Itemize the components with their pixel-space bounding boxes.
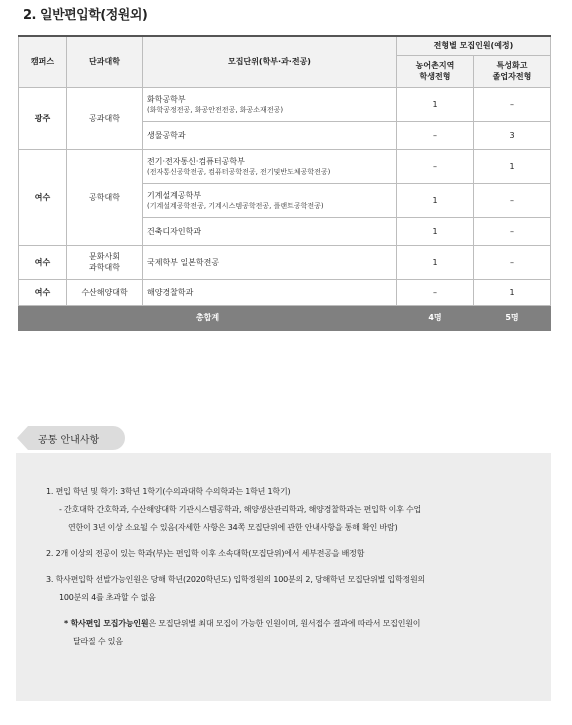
notice-tag: 공통 안내사항: [38, 435, 100, 446]
notice-item-1-sub-a: - 간호대학 간호학과, 수산해양대학 기관시스템공학과, 해양생산관리학과, 해양경찰학과는 편입학 이후 수업: [59, 505, 422, 514]
value-cell: –: [397, 279, 474, 305]
college-cell: 문화사회 과학대학: [67, 245, 143, 279]
notice-star: [46, 615, 541, 633]
unit-name: 국제학부 일본학전공: [143, 245, 397, 279]
value-cell: 1: [397, 217, 474, 245]
value-cell: 1: [397, 183, 474, 217]
campus-cell: 여수: [19, 245, 67, 279]
table-row: [19, 245, 551, 279]
total-value-2: 5명: [474, 305, 551, 330]
campus-cell: 여수: [19, 149, 67, 245]
header-campus: 캠퍼스: [19, 36, 67, 87]
college-cell: 공학대학: [67, 149, 143, 245]
value-cell: –: [474, 183, 551, 217]
value-cell: –: [397, 149, 474, 183]
notice-list: [46, 483, 541, 651]
unit-name: 전기·전자통신·컴퓨터공학부: [147, 156, 245, 166]
admission-table: [18, 35, 551, 331]
unit-name: 건축디자인학과: [143, 217, 397, 245]
value-cell: 1: [397, 245, 474, 279]
header-unit: 모집단위(학부·과·전공): [143, 36, 397, 87]
unit-name: 생물공학과: [143, 121, 397, 149]
value-cell: 1: [474, 279, 551, 305]
total-value-1: 4명: [397, 305, 474, 330]
unit-name: 화학공학부: [147, 94, 186, 104]
unit-name: 해양경찰학과: [143, 279, 397, 305]
table-row: [19, 149, 551, 183]
total-label: 총합계: [19, 305, 397, 330]
unit-name: 기계설계공학부: [147, 190, 202, 200]
unit-sub: (기계설계공학전공, 기계시스템공학전공, 플랜트공학전공): [147, 201, 324, 210]
value-cell: –: [397, 121, 474, 149]
notice-item-3-a: 3. 학사편입학 선발가능인원은 당해 학년(2020학년도) 입학정원의 100분의 2, 당해학년 모집단위별 입학정원의: [46, 575, 426, 584]
table-row: [19, 87, 551, 121]
total-row: [19, 305, 551, 330]
section-title: 2. 일반편입학(정원외): [23, 8, 148, 23]
header-group: 전형별 모집인원(예정): [397, 36, 551, 55]
notice-star-bold: * 학사편입 모집가능인원: [64, 619, 149, 628]
table-row: [19, 279, 551, 305]
campus-cell: 여수: [19, 279, 67, 305]
header-col2: 특성화고 졸업자전형: [474, 55, 551, 87]
unit-sub: (전자통신공학전공, 컴퓨터공학전공, 전기및반도체공학전공): [147, 167, 331, 176]
value-cell: –: [474, 245, 551, 279]
college-cell: 공과대학: [67, 87, 143, 149]
header-college: 단과대학: [67, 36, 143, 87]
value-cell: 3: [474, 121, 551, 149]
value-cell: –: [474, 87, 551, 121]
campus-cell: 광주: [19, 87, 67, 149]
notice-item-3-b: 100분의 4를 초과할 수 없음: [59, 593, 156, 602]
notice-item-1: 1. 편입 학년 및 학기: 3학년 1학기(수의과대학 수의학과는 1학년 1학기): [46, 487, 291, 496]
unit-sub: (화학공정전공, 화공안전전공, 화공소재전공): [147, 105, 284, 114]
value-cell: –: [474, 217, 551, 245]
value-cell: 1: [397, 87, 474, 121]
value-cell: 1: [474, 149, 551, 183]
notice-star-b: 달라질 수 있음: [73, 637, 123, 646]
notice-item-2: 2. 2개 이상의 전공이 있는 학과(부)는 편입학 이후 소속대학(모집단위)에서 세부전공을 배정함: [46, 549, 365, 558]
header-col1: 농어촌지역 학생전형: [397, 55, 474, 87]
notice-star-rest: 은 모집단위별 최대 모집이 가능한 인원이며, 원서접수 결과에 따라서 모집인원이: [148, 619, 421, 628]
college-cell: 수산해양대학: [67, 279, 143, 305]
notice-item-1-sub-b: 연한이 3년 이상 소요될 수 있음(자세한 사항은 34쪽 모집단위에 관한 안내사항을 통해 확인 바람): [68, 523, 398, 532]
